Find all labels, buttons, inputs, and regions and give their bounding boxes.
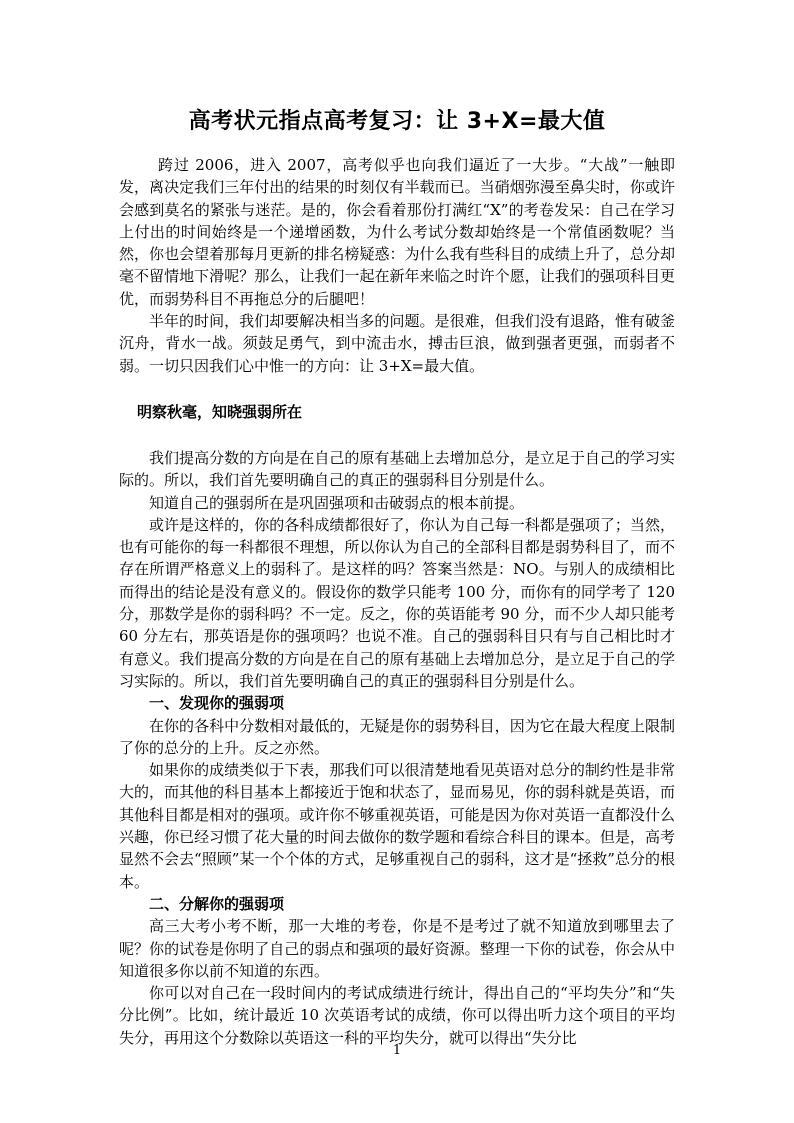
intro-paragraph-1: 跨过 2006，进入 2007，高考似乎也向我们逼近了一大步。“大战”一触即发，离决定我们三年付出的结果的时刻仅有半载而已。当硝烟弥漫至鼻尖时，你或许会感到莫名的紧张与迷茫。是的，你会看着那份打满红“X”的考卷发呆：自己在学习上付出的时间始终是一个递增函数，为什么考试分数却始终是一个常值函数呢？当然，你也会望着那每月更新的排名榜疑惑：为什么我有些科目的成绩上升了，总分却毫不留情地下滑呢？那么，让我们一起在新年来临之时许个愿，让我们的强项科目更优，而弱势科目不再拖总分的后腿吧！: [119, 156, 675, 308]
page-title: 高考状元指点高考复习：让 3+X=最大值: [188, 109, 606, 134]
section-heading: 明察秋毫，知晓强弱所在: [137, 402, 303, 421]
intro-paragraph-2: 半年的时间，我们却要解决相当多的问题。是很难，但我们没有退路，惟有破釜沉舟，背水一战。须鼓足勇气，到中流击水，搏击巨浪，做到强者更强，而弱者不弱。一切只因我们心中惟一的方向：让 3+X=最大值。: [119, 312, 675, 375]
section-paragraph-2: 知道自己的强弱所在是巩固强项和击破弱点的根本前提。: [149, 493, 525, 512]
subsection1-paragraph-1: 在你的各科中分数相对最低的，无疑是你的弱势科目，因为它在最大程度上限制了你的总分的上升。反之亦然。: [119, 716, 675, 757]
subsection2-paragraph-1: 高三大考小考不断，那一大堆的考卷，你是不是考过了就不知道放到哪里去了呢？你的试卷是你明了自己的弱点和强项的最好资源。整理一下你的试卷，你会从中知道很多你以前不知道的东西。: [119, 917, 675, 980]
subsection-heading-1: 一、发现你的强弱项: [149, 694, 285, 713]
subsection2-paragraph-2: 你可以对自己在一段时间内的考试成绩进行统计，得出自己的“平均失分”和“失分比例”。比如，统计最近 10 次英语考试的成绩，你可以得出听力这个项目的平均失分，再用这个分数除以英语这一科的平均失分，就可以得出“失分比: [119, 984, 675, 1047]
document-body: [119, 154, 675, 1049]
subsection1-paragraph-2: 如果你的成绩类似于下表，那我们可以很清楚地看见英语对总分的制约性是非常大的，而其他的科目基本上都接近于饱和状态了，显而易见，你的弱科就是英语，而其他科目都是相对的强项。或许你不够重视英语，可能是因为你对英语一直都没什么兴趣，你已经习惯了花大量的时间去做你的数学题和看综合科目的课本。但是，高考显然不会去“照顾”某一个个体的方式，足够重视自己的弱科，这才是“拯救”总分的根本。: [119, 761, 675, 891]
section-paragraph-3: 或许是这样的，你的各科成绩都很好了，你认为自己每一科都是强项了；当然，也有可能你的每一科都很不理想，所以你认为自己的全部科目都是弱势科目了，而不存在所谓严格意义上的弱科了。是这样的吗？答案当然是：NO。与别人的成绩相比而得出的结论是没有意义的。假设你的数学只能考 100 分，而你有的同学考了 120 分，那数学是你的弱科吗？不一定。反之，你的英语能考 90 分，而不少人却只能考 60 分左右，那英语是你的强项吗？也说不准。自己的强弱科目只有与自己相比时才有意义。我们提高分数的方向是在自己的原有基础上去增加总分，是立足于自己的学习实际的。所以，我们首先要明确自己的真正的强弱科目分别是什么。: [119, 515, 675, 690]
section-paragraph-1: 我们提高分数的方向是在自己的原有基础上去增加总分，是立足于自己的学习实际的。所以，我们首先要明确自己的真正的强弱科目分别是什么。: [119, 448, 675, 490]
page-number: 1: [392, 1043, 402, 1058]
subsection-heading-2: 二、分解你的强弱项: [149, 894, 285, 913]
